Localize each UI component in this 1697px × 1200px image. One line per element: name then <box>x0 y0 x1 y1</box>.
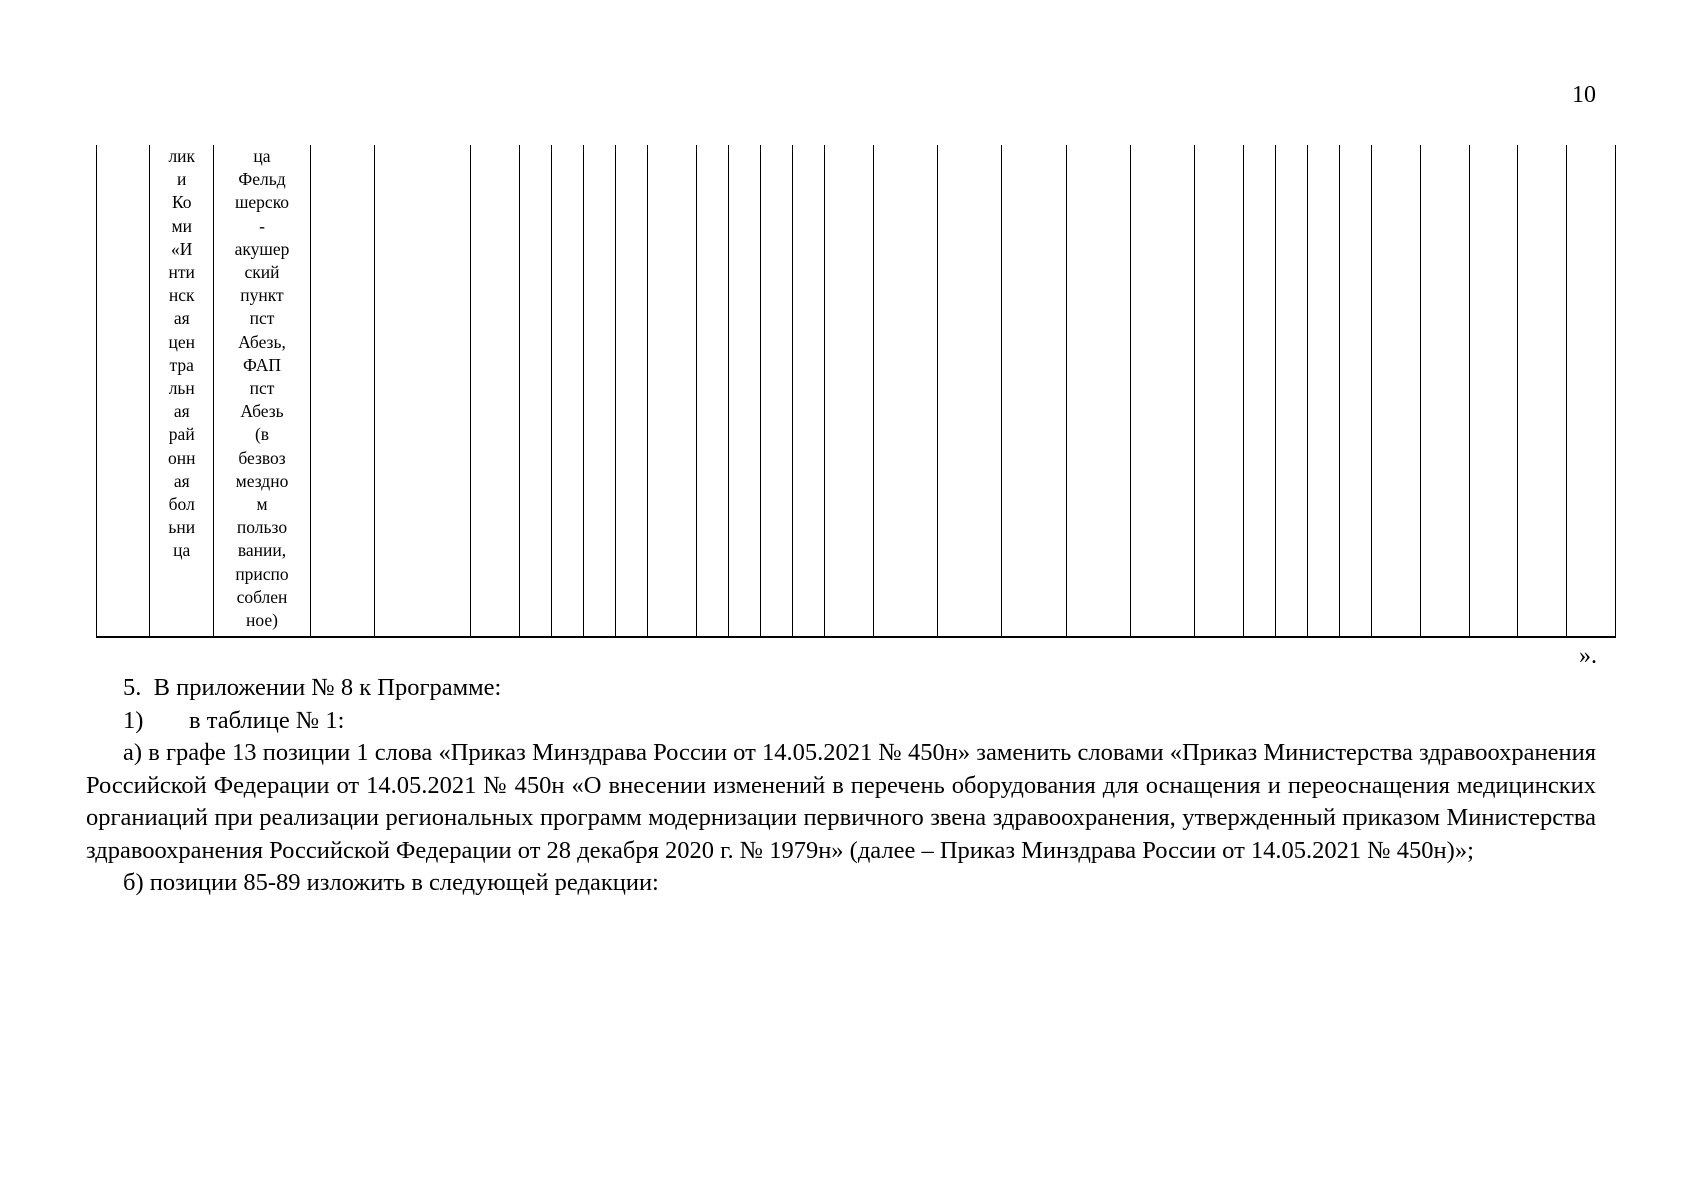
cell-text-line: ьни <box>168 517 196 538</box>
cell-text-line: соблен <box>236 586 288 607</box>
table-cell <box>1469 145 1518 637</box>
paragraph-item-b: б) позиции 85-89 изложить в следующей редакции: <box>123 869 659 896</box>
table-cell <box>1372 145 1421 637</box>
table-cell <box>1002 145 1066 637</box>
cell-text-line: Фельд <box>238 169 286 190</box>
table-cell <box>1130 145 1194 637</box>
cell-text-line: ая <box>173 308 190 329</box>
cell-text-line: (в <box>254 424 270 445</box>
cell-text-line: ми <box>171 215 192 236</box>
table-cell <box>696 145 728 637</box>
cell-text-line: Абезь <box>240 401 284 422</box>
cell-text-line: бол <box>168 494 195 515</box>
cell-text-line: пст <box>249 378 275 399</box>
table-cell <box>761 145 793 637</box>
list-item <box>86 705 1596 738</box>
cell-text-line: ца <box>253 146 271 166</box>
cell-text-line: приспо <box>235 563 289 584</box>
table-cell <box>1518 145 1567 637</box>
list-item-text: в таблице № 1: <box>189 706 345 734</box>
cell-text-line: безвоз <box>238 447 286 468</box>
cell-text-line: ский <box>244 262 280 283</box>
cell-text-line: м <box>256 494 268 515</box>
cell-text-line: - <box>259 215 265 236</box>
cell-text-line: пункт <box>240 285 284 306</box>
cell-text-line: ца <box>173 540 191 561</box>
table-cell-institution <box>150 145 214 637</box>
table-cell <box>616 145 648 637</box>
cell-text-line: нск <box>168 285 195 306</box>
cell-text-line: «И <box>171 238 193 259</box>
table-cell <box>584 145 616 637</box>
cell-text-line: лик <box>168 146 196 166</box>
cell-text-line: ая <box>173 470 190 491</box>
table-cell <box>310 145 374 637</box>
cell-text-line: мездно <box>235 470 289 491</box>
table-cell <box>1195 145 1244 637</box>
cell-text-line: льн <box>168 378 195 399</box>
cell-text-line: Абезь, <box>238 331 286 352</box>
cell-text-line: шерско <box>234 192 290 213</box>
body-text <box>86 672 1596 900</box>
table-cell <box>1340 145 1372 637</box>
cell-text-line: нти <box>168 262 195 283</box>
cell-text-line: тра <box>169 354 194 375</box>
table-cell <box>1307 145 1339 637</box>
cell-text-line: ФАП <box>243 354 281 375</box>
table-cell <box>648 145 697 637</box>
page-number: 10 <box>1572 82 1596 108</box>
table-cell <box>1420 145 1469 637</box>
table-cell <box>1566 145 1615 637</box>
cell-text-line: онн <box>168 447 196 468</box>
table-cell <box>825 145 874 637</box>
table-cell <box>97 145 150 637</box>
cell-text-line: акушер <box>234 238 290 259</box>
table-cell <box>519 145 551 637</box>
table-cell <box>1275 145 1307 637</box>
table-cell-facility <box>214 145 310 637</box>
cell-text-line: рай <box>168 424 195 445</box>
table-cell <box>374 145 470 637</box>
cell-text-line: и <box>177 169 187 190</box>
paragraph-item-a: а) в графе 13 позиции 1 слова «Приказ Минздрава России от 14.05.2021 № 450н» заменить словами «Приказ Министерства здравоохранения Российской Федерации от 14.05.2021 № 450н «О внесении изменений в перечень оборудования для оснащения и переоснащения медицинских органиаций при реализации региональных программ модернизации первичного звена здравоохранения, утвержденный приказом Министерства здравоохранения Российской Федерации от 28 декабря 2020 г. № 1979н» (далее – Приказ Минздрава России от 14.05.2021 № 450н)»; <box>86 739 1596 864</box>
cell-text-line: ное) <box>246 610 278 631</box>
table-fragment <box>96 145 1616 638</box>
table-cell <box>793 145 825 637</box>
table-cell <box>1243 145 1275 637</box>
closing-quote: ». <box>1579 643 1597 669</box>
cell-text-line: вании, <box>237 540 287 561</box>
table-cell <box>874 145 938 637</box>
section-heading: 5. В приложении № 8 к Программе: <box>123 674 502 701</box>
table-cell <box>938 145 1002 637</box>
table-cell <box>471 145 520 637</box>
cell-text-line: пользо <box>236 517 288 538</box>
cell-text-line: цен <box>168 331 195 352</box>
table-cell <box>1066 145 1130 637</box>
table-row <box>97 145 1616 637</box>
cell-text-line: пст <box>249 308 275 329</box>
cell-text-line: ая <box>173 401 190 422</box>
table-cell <box>551 145 583 637</box>
cell-text-line: Ко <box>171 192 192 213</box>
list-item-number: 1) <box>123 706 144 734</box>
table-cell <box>729 145 761 637</box>
